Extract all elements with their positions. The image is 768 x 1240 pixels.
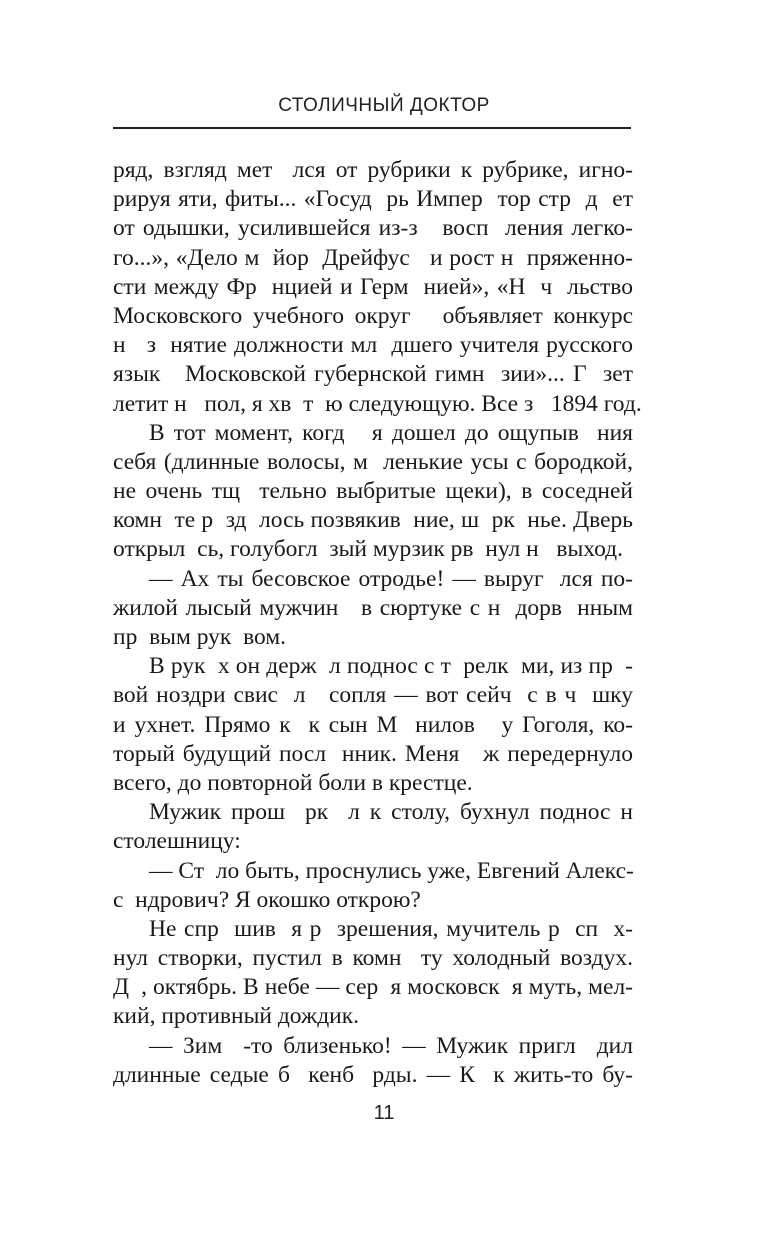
text-line: комн те р зд лось позвякив ние, ш рк нье. Дверь — [113, 507, 633, 534]
text-line: — Зим -то близенько! — Мужик пригл дил — [149, 1032, 633, 1059]
text-line: В тот момент, когд я дошел до ощупыв ния — [149, 419, 633, 446]
text-line: Мужик прош рк л к столу, бухнул поднос н — [149, 799, 633, 826]
text-line: го...», «Дело м йор Дрейфус и рост н пряженно- — [113, 244, 633, 271]
body-text — [113, 156, 642, 1090]
text-line: В рук х он держ л поднос с т релк ми, из пр - — [149, 653, 633, 680]
running-head: СТОЛИЧНЫЙ ДОКТОР — [278, 95, 490, 116]
text-line: всего, до повторной боли в крестце. — [113, 769, 473, 796]
text-line: длинные седые б кенб рды. — К к жить-то бу- — [113, 1061, 633, 1088]
header-rule — [113, 127, 631, 129]
text-line: себя (длинные волосы, м ленькие усы с бородкой, — [113, 448, 633, 475]
text-line: с ндрович? Я окошко открою? — [113, 886, 421, 913]
text-line: столешницу: — [113, 828, 241, 855]
page-number: 11 — [373, 1102, 395, 1124]
text-line: — Ст ло быть, проснулись уже, Евгений Алекс- — [149, 857, 634, 884]
text-line: торый будущий посл нник. Меня ж передернуло — [113, 740, 633, 767]
text-line: Не спр шив я р зрешения, мучитель р сп х- — [149, 915, 633, 942]
text-line: язык Московской губернской гимн зии»... Г зет — [113, 361, 633, 388]
text-line: жилой лысый мужчин в сюртуке с н дорв нным — [113, 594, 633, 621]
text-line: вой ноздри свис л сопля — вот сейч с в ч шку — [113, 682, 633, 709]
text-line: ряд, взгляд мет лся от рубрики к рубрике, игно- — [113, 157, 633, 183]
text-line: — Ах ты бесовское отродье! — выруг лся по- — [149, 565, 633, 592]
text-line: не очень тщ тельно выбритые щеки), в соседней — [113, 478, 633, 505]
text-line: н з нятие должности мл дшего учителя русского — [113, 332, 633, 359]
text-line: нул створки, пустил в комн ту холодный воздух. — [113, 945, 633, 972]
text-line: кий, противный дождик. — [113, 1003, 360, 1030]
text-line: сти между Фр нцией и Герм нией», «Н ч льство — [113, 273, 633, 300]
text-line: Д , октябрь. В небе — сер я московск я муть, мел- — [113, 974, 633, 1001]
text-line: Московского учебного округ объявляет конкурс — [113, 302, 633, 329]
text-line: летит н пол, я хв т ю следующую. Все з 1894 год. — [113, 390, 642, 417]
text-line: рируя яти, фиты... «Госуд рь Импер тор стр д ет — [113, 186, 633, 213]
text-line: открыл сь, голубогл зый мурзик рв нул н выход. — [113, 536, 624, 563]
text-line: пр вым рук вом. — [113, 624, 287, 650]
text-line: от одышки, усилившейся из-з восп ления легко- — [113, 215, 633, 242]
text-line: и ухнет. Прямо к к сын М нилов у Гоголя, ко- — [113, 711, 633, 738]
